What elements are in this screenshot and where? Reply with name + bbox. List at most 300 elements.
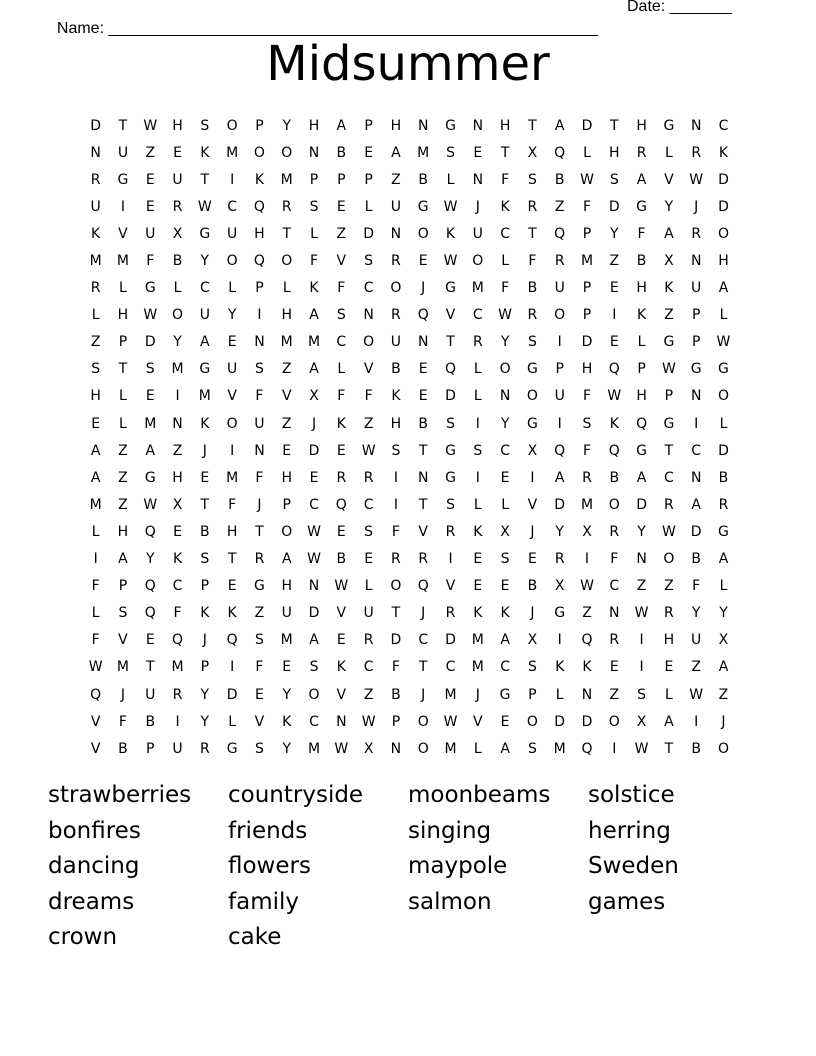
- grid-row: [82, 681, 737, 708]
- grid-letter: H: [281, 578, 292, 595]
- grid-letter: O: [608, 713, 620, 730]
- grid-letter: Q: [554, 144, 566, 161]
- grid-letter: P: [691, 307, 701, 324]
- grid-letter: Z: [254, 605, 265, 622]
- grid-letter: E: [227, 334, 237, 351]
- grid-letter: C: [309, 496, 319, 513]
- grid-letter: R: [664, 496, 674, 513]
- grid-letter: U: [472, 225, 483, 242]
- grid-letter: L: [501, 253, 509, 270]
- grid-letter: O: [390, 280, 402, 297]
- grid-letter: A: [391, 144, 401, 161]
- grid-letter: B: [609, 469, 620, 486]
- word-bank-item: moonbeams: [408, 782, 551, 808]
- grid-letter: E: [200, 469, 210, 486]
- grid-letter: O: [226, 415, 238, 432]
- grid-letter: W: [443, 253, 458, 270]
- grid-letter: D: [581, 713, 593, 730]
- grid-letter: U: [254, 415, 265, 432]
- grid-letter: L: [719, 307, 728, 324]
- grid-letter: M: [89, 253, 102, 270]
- grid-letter: C: [500, 225, 510, 242]
- grid-letter: I: [530, 469, 535, 486]
- grid-letter: W: [634, 605, 649, 622]
- grid-letter: V: [90, 740, 101, 757]
- grid-letter: F: [91, 578, 100, 595]
- grid-letter: R: [336, 469, 347, 486]
- grid-letter: L: [228, 280, 237, 297]
- grid-letter: H: [281, 307, 292, 324]
- grid-letter: E: [336, 442, 346, 459]
- grid-letter: C: [227, 198, 238, 215]
- word-search-grid-body: [82, 112, 737, 762]
- grid-letter: F: [173, 605, 182, 622]
- grid-letter: W: [143, 117, 158, 134]
- grid-letter: B: [200, 523, 210, 540]
- grid-letter: C: [418, 632, 429, 649]
- grid-letter: G: [199, 361, 211, 378]
- grid-letter: Q: [608, 442, 620, 459]
- grid-letter: O: [554, 307, 566, 324]
- grid-letter: A: [554, 469, 565, 486]
- grid-letter: I: [175, 388, 180, 405]
- grid-letter: Y: [200, 253, 210, 270]
- grid-letter: S: [336, 307, 346, 324]
- grid-letter: W: [197, 198, 212, 215]
- grid-letter: N: [390, 225, 402, 242]
- grid-letter: K: [172, 551, 183, 568]
- grid-letter: Q: [144, 523, 156, 540]
- grid-letter: M: [280, 171, 293, 188]
- grid-letter: A: [554, 117, 565, 134]
- grid-letter: A: [309, 361, 319, 378]
- grid-letter: P: [391, 713, 401, 730]
- grid-letter: M: [471, 280, 484, 297]
- grid-letter: V: [227, 388, 237, 405]
- grid-letter: R: [554, 551, 565, 568]
- grid-letter: G: [636, 442, 648, 459]
- grid-letter: F: [337, 280, 346, 297]
- grid-letter: I: [257, 307, 262, 324]
- grid-row: [82, 735, 737, 762]
- grid-row: [82, 302, 737, 329]
- grid-letter: S: [309, 659, 319, 676]
- grid-letter: V: [336, 686, 347, 703]
- word-bank-item: flowers: [228, 853, 311, 880]
- grid-row: [82, 112, 737, 139]
- grid-letter: P: [664, 388, 674, 405]
- grid-letter: U: [390, 198, 402, 215]
- grid-letter: L: [119, 388, 127, 405]
- grid-letter: L: [282, 280, 291, 297]
- grid-letter: A: [664, 713, 674, 730]
- grid-letter: Y: [282, 686, 291, 703]
- grid-letter: Y: [664, 198, 674, 215]
- grid-letter: G: [199, 225, 211, 242]
- grid-letter: J: [530, 605, 535, 622]
- grid-letter: A: [718, 551, 729, 568]
- grid-letter: R: [609, 523, 620, 540]
- grid-letter: I: [612, 740, 617, 757]
- grid-letter: Y: [610, 225, 619, 242]
- grid-letter: S: [254, 632, 264, 649]
- grid-letter: S: [145, 361, 155, 378]
- grid-letter: W: [689, 171, 704, 188]
- grid-letter: E: [418, 253, 428, 270]
- grid-letter: Z: [281, 361, 292, 378]
- grid-letter: P: [637, 361, 646, 378]
- grid-letter: P: [118, 334, 128, 351]
- grid-letter: L: [719, 578, 728, 595]
- grid-letter: B: [145, 713, 156, 730]
- grid-letter: B: [554, 171, 565, 188]
- grid-letter: U: [363, 605, 374, 622]
- grid-letter: R: [527, 307, 538, 324]
- grid-letter: L: [664, 144, 673, 161]
- grid-letter: H: [117, 523, 129, 540]
- grid-letter: Z: [718, 686, 729, 703]
- grid-letter: O: [417, 740, 429, 757]
- grid-letter: H: [390, 117, 402, 134]
- grid-letter: D: [554, 713, 566, 730]
- grid-letter: A: [309, 632, 319, 649]
- grid-letter: E: [173, 523, 182, 540]
- grid-letter: I: [448, 551, 453, 568]
- grid-letter: L: [501, 496, 509, 513]
- grid-letter: S: [527, 171, 537, 188]
- grid-letter: F: [255, 388, 264, 405]
- grid-letter: G: [144, 280, 156, 297]
- grid-letter: L: [364, 198, 373, 215]
- grid-letter: W: [143, 496, 158, 513]
- grid-letter: Y: [282, 117, 291, 134]
- grid-letter: M: [116, 253, 129, 270]
- grid-letter: E: [282, 442, 292, 459]
- grid-letter: E: [255, 686, 264, 703]
- grid-letter: R: [527, 198, 538, 215]
- grid-letter: W: [307, 523, 321, 540]
- word-bank-item: maypole: [408, 853, 508, 880]
- grid-row: [82, 708, 737, 735]
- grid-letter: I: [557, 415, 562, 432]
- grid-letter: E: [500, 713, 510, 730]
- grid-letter: S: [527, 334, 537, 351]
- grid-letter: Y: [719, 605, 728, 622]
- grid-letter: R: [172, 686, 183, 703]
- word-bank-item: strawberries: [48, 782, 192, 808]
- grid-letter: R: [254, 551, 265, 568]
- grid-letter: H: [172, 469, 183, 486]
- grid-letter: G: [445, 442, 456, 459]
- grid-letter: Y: [200, 686, 210, 703]
- grid-letter: Y: [500, 415, 510, 432]
- grid-letter: M: [580, 496, 594, 513]
- grid-letter: L: [91, 605, 100, 622]
- grid-letter: Y: [691, 605, 701, 622]
- grid-letter: Z: [172, 442, 183, 459]
- grid-letter: G: [445, 469, 456, 486]
- grid-letter: G: [499, 686, 511, 703]
- grid-letter: S: [500, 551, 510, 568]
- grid-letter: F: [582, 442, 592, 459]
- grid-letter: A: [90, 469, 101, 486]
- grid-letter: F: [228, 496, 237, 513]
- grid-letter: I: [694, 713, 699, 730]
- grid-letter: Y: [145, 551, 155, 568]
- grid-letter: I: [694, 415, 699, 432]
- grid-letter: B: [527, 280, 538, 297]
- grid-letter: E: [609, 659, 619, 676]
- grid-letter: R: [664, 605, 674, 622]
- grid-letter: D: [445, 388, 456, 405]
- grid-letter: Y: [637, 523, 646, 540]
- grid-letter: O: [281, 253, 293, 270]
- grid-letter: P: [200, 659, 210, 676]
- grid-letter: H: [718, 253, 729, 270]
- word-bank-item: solstice: [588, 782, 675, 808]
- grid-letter: U: [172, 171, 183, 188]
- grid-letter: A: [281, 551, 292, 568]
- grid-letter: H: [308, 117, 320, 134]
- grid-letter: V: [118, 225, 128, 242]
- grid-letter: Q: [636, 415, 648, 432]
- grid-letter: B: [336, 551, 347, 568]
- grid-letter: L: [91, 307, 100, 324]
- grid-letter: E: [145, 171, 155, 188]
- grid-letter: S: [200, 551, 210, 568]
- grid-letter: K: [500, 198, 510, 215]
- grid-letter: M: [280, 334, 293, 351]
- grid-letter: E: [418, 361, 428, 378]
- grid-letter: P: [255, 280, 264, 297]
- grid-letter: W: [443, 713, 458, 730]
- grid-letter: E: [309, 469, 319, 486]
- grid-letter: U: [227, 225, 238, 242]
- grid-letter: A: [664, 225, 674, 242]
- grid-letter: B: [718, 469, 729, 486]
- grid-letter: E: [609, 334, 619, 351]
- grid-letter: O: [281, 523, 293, 540]
- grid-letter: R: [199, 740, 210, 757]
- grid-letter: A: [718, 280, 729, 297]
- grid-letter: E: [227, 578, 237, 595]
- grid-letter: S: [446, 415, 455, 432]
- word-bank-item: herring: [588, 817, 671, 844]
- grid-letter: W: [334, 578, 349, 595]
- grid-letter: R: [582, 469, 592, 486]
- grid-letter: K: [91, 225, 101, 242]
- grid-letter: M: [171, 659, 184, 676]
- grid-letter: A: [636, 171, 647, 188]
- grid-letter: P: [364, 171, 373, 188]
- grid-letter: X: [664, 253, 674, 270]
- grid-row: [82, 275, 737, 302]
- grid-letter: Y: [200, 713, 210, 730]
- grid-letter: C: [363, 280, 374, 297]
- grid-letter: R: [391, 551, 401, 568]
- grid-letter: O: [390, 578, 402, 595]
- grid-letter: I: [639, 659, 644, 676]
- grid-letter: N: [308, 578, 320, 595]
- grid-row: [82, 247, 737, 274]
- grid-letter: O: [226, 117, 238, 134]
- grid-letter: N: [472, 171, 484, 188]
- grid-letter: W: [580, 171, 594, 188]
- grid-letter: H: [663, 632, 675, 649]
- grid-letter: T: [664, 740, 674, 757]
- grid-letter: O: [717, 225, 729, 242]
- word-bank: [48, 779, 768, 957]
- grid-letter: C: [500, 442, 510, 459]
- grid-letter: U: [390, 334, 402, 351]
- grid-letter: E: [609, 280, 619, 297]
- grid-letter: T: [528, 117, 537, 134]
- grid-letter: I: [230, 171, 235, 188]
- grid-letter: P: [582, 225, 592, 242]
- grid-letter: I: [557, 632, 562, 649]
- grid-letter: S: [200, 117, 210, 134]
- grid-letter: U: [691, 280, 702, 297]
- grid-letter: K: [582, 659, 592, 676]
- grid-letter: Z: [281, 415, 292, 432]
- grid-letter: M: [471, 659, 484, 676]
- grid-letter: I: [175, 713, 180, 730]
- grid-letter: I: [557, 334, 562, 351]
- grid-letter: D: [144, 334, 156, 351]
- grid-letter: H: [117, 307, 129, 324]
- grid-letter: R: [554, 253, 565, 270]
- grid-letter: Z: [664, 578, 674, 595]
- grid-letter: B: [527, 578, 538, 595]
- grid-letter: N: [472, 117, 484, 134]
- grid-letter: X: [527, 632, 538, 649]
- grid-letter: N: [363, 307, 374, 324]
- grid-letter: Z: [609, 686, 620, 703]
- grid-letter: C: [309, 713, 319, 730]
- grid-letter: R: [609, 632, 620, 649]
- grid-letter: S: [582, 415, 592, 432]
- grid-letter: C: [363, 496, 374, 513]
- grid-letter: L: [173, 280, 182, 297]
- grid-letter: N: [690, 388, 702, 405]
- grid-letter: U: [90, 198, 101, 215]
- grid-letter: Z: [118, 442, 128, 459]
- grid-letter: T: [418, 442, 428, 459]
- grid-letter: Z: [691, 659, 701, 676]
- grid-letter: V: [473, 713, 483, 730]
- word-bank-item: dancing: [48, 853, 140, 880]
- grid-letter: G: [144, 469, 156, 486]
- grid-letter: Z: [363, 686, 374, 703]
- grid-letter: S: [391, 442, 401, 459]
- grid-letter: H: [172, 117, 183, 134]
- grid-letter: O: [253, 144, 265, 161]
- grid-letter: E: [282, 659, 292, 676]
- grid-row: [82, 518, 737, 545]
- grid-letter: Q: [144, 578, 156, 595]
- grid-letter: W: [143, 307, 158, 324]
- grid-letter: M: [89, 496, 102, 513]
- grid-letter: K: [636, 307, 647, 324]
- grid-letter: L: [91, 523, 100, 540]
- grid-letter: C: [445, 659, 456, 676]
- grid-letter: I: [639, 632, 644, 649]
- grid-row: [82, 193, 737, 220]
- grid-letter: S: [254, 740, 264, 757]
- grid-letter: T: [118, 117, 128, 134]
- grid-letter: A: [309, 307, 319, 324]
- grid-letter: Q: [172, 632, 184, 649]
- grid-letter: W: [498, 307, 513, 324]
- grid-letter: G: [117, 171, 129, 188]
- grid-letter: R: [90, 171, 101, 188]
- grid-letter: O: [363, 334, 375, 351]
- grid-letter: J: [421, 686, 426, 703]
- grid-letter: I: [120, 198, 126, 215]
- grid-letter: C: [472, 307, 483, 324]
- grid-letter: G: [690, 361, 702, 378]
- grid-letter: N: [417, 334, 429, 351]
- grid-letter: S: [527, 740, 537, 757]
- grid-letter: N: [254, 334, 265, 351]
- grid-letter: L: [473, 740, 482, 757]
- grid-row: [82, 654, 737, 681]
- grid-letter: Y: [282, 740, 291, 757]
- date-field-label: Date: _______: [627, 0, 732, 15]
- grid-letter: Z: [609, 253, 620, 270]
- grid-letter: N: [172, 415, 183, 432]
- grid-letter: V: [336, 605, 347, 622]
- word-bank-item: friends: [228, 817, 308, 844]
- grid-row: [82, 627, 737, 654]
- grid-letter: K: [555, 659, 565, 676]
- grid-letter: F: [692, 578, 701, 595]
- grid-letter: M: [553, 740, 566, 757]
- grid-letter: V: [664, 171, 674, 188]
- grid-letter: O: [417, 713, 429, 730]
- grid-letter: O: [172, 307, 184, 324]
- grid-letter: T: [500, 144, 510, 161]
- grid-letter: L: [719, 415, 728, 432]
- grid-letter: T: [610, 117, 619, 134]
- grid-letter: O: [281, 144, 293, 161]
- grid-letter: F: [582, 198, 592, 215]
- grid-letter: U: [145, 225, 156, 242]
- grid-letter: N: [690, 253, 702, 270]
- grid-letter: B: [418, 171, 429, 188]
- grid-letter: H: [636, 280, 647, 297]
- grid-letter: Q: [335, 496, 347, 513]
- grid-letter: W: [580, 578, 594, 595]
- grid-letter: N: [609, 605, 620, 622]
- grid-letter: K: [445, 225, 456, 242]
- grid-letter: F: [118, 713, 127, 730]
- grid-letter: L: [446, 171, 455, 188]
- grid-letter: M: [171, 361, 184, 378]
- grid-letter: B: [691, 740, 701, 757]
- grid-letter: F: [337, 388, 346, 405]
- grid-letter: Q: [581, 632, 593, 649]
- grid-letter: A: [500, 740, 510, 757]
- grid-letter: Q: [554, 442, 566, 459]
- grid-letter: U: [691, 632, 702, 649]
- grid-letter: D: [581, 117, 593, 134]
- grid-letter: O: [526, 388, 538, 405]
- grid-letter: S: [91, 361, 101, 378]
- grid-letter: G: [417, 198, 429, 215]
- grid-letter: I: [230, 659, 235, 676]
- grid-letter: Q: [253, 253, 265, 270]
